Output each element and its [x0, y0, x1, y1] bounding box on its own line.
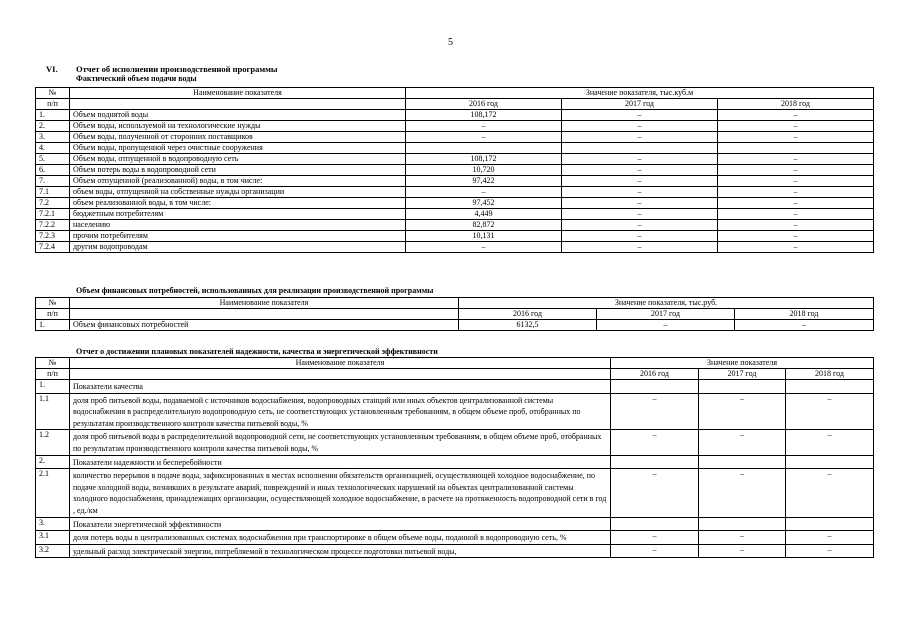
row-value-2017: – [562, 121, 718, 132]
row-value-2017: – [562, 231, 718, 242]
row-number: 7. [36, 176, 70, 187]
row-indicator-name: Объем воды, отпущенной в водопроводную сеть [70, 154, 406, 165]
table-row [36, 154, 874, 165]
row-number: 1.1 [36, 393, 70, 430]
row-value-2016: 10,131 [406, 231, 562, 242]
row-number: 4. [36, 143, 70, 154]
row-number: 3. [36, 517, 70, 531]
row-value-2016: – [406, 132, 562, 143]
col-name-header: Наименование показателя [70, 358, 611, 369]
row-indicator-name: объем воды, отпущенной на собственные нужды организации [70, 187, 406, 198]
year-header: 2018 год [718, 99, 874, 110]
row-indicator-name: Объем воды, полученной от сторонних поставщиков [70, 132, 406, 143]
row-value-2017: – [699, 531, 786, 545]
col-no-sub-header: п/п [36, 99, 70, 110]
table-row [36, 231, 874, 242]
row-value-2018: – [786, 469, 874, 517]
table-row [36, 176, 874, 187]
header-spacer [70, 309, 459, 320]
row-value-2016 [611, 380, 699, 394]
row-indicator-name: Показатели надежности и бесперебойности [70, 455, 611, 469]
year-header: 2016 год [459, 309, 597, 320]
row-value-2016 [406, 143, 562, 154]
col-no-sub-header: п/п [36, 369, 70, 380]
row-value-2018 [786, 517, 874, 531]
row-indicator-name: объем реализованной воды, в том числе: [70, 198, 406, 209]
table-row [36, 242, 874, 253]
row-indicator-name: Объем воды, используемой на технологические нужды [70, 121, 406, 132]
row-indicator-name: бюджетным потребителям [70, 209, 406, 220]
row-value-2018 [718, 143, 874, 154]
row-indicator-name: доля проб питьевой воды, подаваемой с источников водоснабжения, водопроводных станций или иных объектов централизованной системы водоснабжения в распределительную водопроводную сеть, не соответствующих установленным требованиям, в общем объеме проб, отобранных по результатам производственного контроля качества питьевой воды, % [70, 393, 611, 430]
row-indicator-name: Показатели энергетической эффективности [70, 517, 611, 531]
row-value-2016: 97,422 [406, 176, 562, 187]
row-value-2016: – [611, 544, 699, 558]
table-row [36, 469, 874, 517]
row-value-2016: – [406, 242, 562, 253]
table-row [36, 121, 874, 132]
row-value-2018: – [718, 121, 874, 132]
row-value-2016 [611, 517, 699, 531]
row-value-2016: – [406, 187, 562, 198]
table-row [36, 320, 874, 331]
row-value-2018: – [735, 320, 874, 331]
col-no-sub-header: п/п [36, 309, 70, 320]
row-value-2016: 108,172 [406, 154, 562, 165]
row-number: 7.2.1 [36, 209, 70, 220]
table-row [36, 430, 874, 455]
row-value-2017: – [699, 544, 786, 558]
row-value-2017: – [562, 132, 718, 143]
section-title: Отчет об исполнении производственной программы [76, 64, 278, 74]
year-header: 2017 год [699, 369, 786, 380]
row-number: 1. [36, 110, 70, 121]
row-value-2016: 10,720 [406, 165, 562, 176]
row-value-2018: – [718, 187, 874, 198]
row-indicator-name: Объем финансовых потребностей [70, 320, 459, 331]
row-indicator-name: населению [70, 220, 406, 231]
table-row [36, 517, 874, 531]
row-value-2018: – [718, 242, 874, 253]
row-value-2017 [562, 143, 718, 154]
performance-indicators-table [35, 357, 874, 558]
row-value-2018 [786, 455, 874, 469]
row-value-2017: – [562, 165, 718, 176]
row-value-2016: 108,172 [406, 110, 562, 121]
row-value-2018: – [718, 132, 874, 143]
row-number: 6. [36, 165, 70, 176]
year-header: 2017 год [597, 309, 735, 320]
row-value-2018: – [786, 393, 874, 430]
row-number: 1. [36, 320, 70, 331]
water-supply-table [35, 87, 874, 253]
row-value-2018: – [718, 198, 874, 209]
row-value-2017: – [562, 187, 718, 198]
row-value-2017: – [562, 209, 718, 220]
row-indicator-name: Объем отпущенной (реализованной) воды, в том числе: [70, 176, 406, 187]
row-number: 2.1 [36, 469, 70, 517]
row-value-2017 [699, 517, 786, 531]
row-value-2017: – [562, 176, 718, 187]
row-number: 1.2 [36, 430, 70, 455]
row-value-2016: 6132,5 [459, 320, 597, 331]
year-header: 2016 год [406, 99, 562, 110]
row-value-2016: – [611, 430, 699, 455]
row-number: 7.2 [36, 198, 70, 209]
row-indicator-name: количество перерывов в подаче воды, зафиксированных в местах исполнения обязательств организацией, осуществляющей холодное водоснабжение, по подаче холодной воды, возникших в результате аварий, повреждений и иных технологических нарушений на объектах централизованной системы холодного водоснабжения, принадлежащих организации, осуществляющей холодное водоснабжение, в расчете на протяженность водопроводной сети в год , ед./км [70, 469, 611, 517]
col-value-header: Значение показателя [611, 358, 874, 369]
table-row [36, 209, 874, 220]
row-value-2017: – [597, 320, 735, 331]
row-number: 3.1 [36, 531, 70, 545]
row-value-2016: – [611, 531, 699, 545]
row-value-2018: – [786, 544, 874, 558]
row-indicator-name: доля проб питьевой воды в распределительной водопроводной сети, не соответствующих установленным требованиям, в общем объеме проб, отобранных по результатам производственного контроля качества питьевой воды, % [70, 430, 611, 455]
col-no-header: № [36, 88, 70, 99]
row-value-2017: – [562, 198, 718, 209]
table3-title: Отчет о достижении плановых показателей надежности, качества и энергетической эффективности [76, 347, 438, 356]
row-value-2018 [786, 380, 874, 394]
section-heading [46, 64, 278, 74]
row-value-2017: – [562, 110, 718, 121]
row-number: 5. [36, 154, 70, 165]
row-value-2016: 82,872 [406, 220, 562, 231]
row-value-2017: – [699, 393, 786, 430]
row-value-2017: – [562, 220, 718, 231]
row-number: 7.2.2 [36, 220, 70, 231]
section-number: VI. [46, 64, 58, 74]
table-row [36, 198, 874, 209]
row-number: 7.2.3 [36, 231, 70, 242]
row-indicator-name: доля потерь воды в централизованных системах водоснабжения при транспортировке в общем объеме воды, поданной в водопроводную сеть, % [70, 531, 611, 545]
row-indicator-name: прочим потребителям [70, 231, 406, 242]
col-value-header: Значение показателя, тыс.куб.м [406, 88, 874, 99]
row-number: 7.2.4 [36, 242, 70, 253]
row-value-2016: – [611, 469, 699, 517]
table-row [36, 455, 874, 469]
row-value-2017: – [699, 469, 786, 517]
row-value-2018: – [718, 220, 874, 231]
table-row [36, 143, 874, 154]
row-value-2018: – [718, 176, 874, 187]
table-row [36, 220, 874, 231]
col-value-header: Значение показателя, тыс.руб. [459, 298, 874, 309]
col-name-header: Наименование показателя [70, 88, 406, 99]
row-value-2017: – [699, 430, 786, 455]
row-value-2016: – [611, 393, 699, 430]
row-number: 1. [36, 380, 70, 394]
row-value-2017 [699, 380, 786, 394]
row-indicator-name: Объем потерь воды в водопроводной сети [70, 165, 406, 176]
row-number: 7.1 [36, 187, 70, 198]
row-value-2018: – [786, 430, 874, 455]
row-value-2017 [699, 455, 786, 469]
row-indicator-name: удельный расход электрической энергии, потребляемой в технологическом процессе подготовки питьевой воды, [70, 544, 611, 558]
row-number: 3.2 [36, 544, 70, 558]
header-spacer [70, 369, 611, 380]
row-value-2016: 4,449 [406, 209, 562, 220]
row-number: 2. [36, 121, 70, 132]
row-value-2017: – [562, 154, 718, 165]
row-value-2016: – [406, 121, 562, 132]
row-number: 2. [36, 455, 70, 469]
row-value-2018: – [718, 231, 874, 242]
table-row [36, 165, 874, 176]
col-no-header: № [36, 358, 70, 369]
table2-title: Объем финансовых потребностей, использованных для реализации производственной программы [76, 286, 434, 295]
header-spacer [70, 99, 406, 110]
row-value-2018: – [718, 165, 874, 176]
year-header: 2016 год [611, 369, 699, 380]
row-value-2018: – [718, 110, 874, 121]
year-header: 2017 год [562, 99, 718, 110]
row-indicator-name: Объем поднятой воды [70, 110, 406, 121]
row-value-2018: – [718, 154, 874, 165]
table1-title: Фактический объем подачи воды [76, 74, 197, 83]
financial-needs-table [35, 297, 874, 331]
year-header: 2018 год [786, 369, 874, 380]
row-indicator-name: Показатели качества [70, 380, 611, 394]
table-row [36, 393, 874, 430]
col-no-header: № [36, 298, 70, 309]
table-row [36, 132, 874, 143]
table-row [36, 531, 874, 545]
table-row [36, 380, 874, 394]
row-value-2016: 97,452 [406, 198, 562, 209]
row-value-2018: – [786, 531, 874, 545]
page-number: 5 [448, 37, 453, 48]
row-value-2017: – [562, 242, 718, 253]
table-row [36, 544, 874, 558]
table-row [36, 187, 874, 198]
row-value-2018: – [718, 209, 874, 220]
table-row [36, 110, 874, 121]
row-indicator-name: Объем воды, пропущенной через очистные сооружения [70, 143, 406, 154]
col-name-header: Наименование показателя [70, 298, 459, 309]
year-header: 2018 год [735, 309, 874, 320]
row-value-2016 [611, 455, 699, 469]
row-indicator-name: другим водопроводам [70, 242, 406, 253]
row-number: 3. [36, 132, 70, 143]
